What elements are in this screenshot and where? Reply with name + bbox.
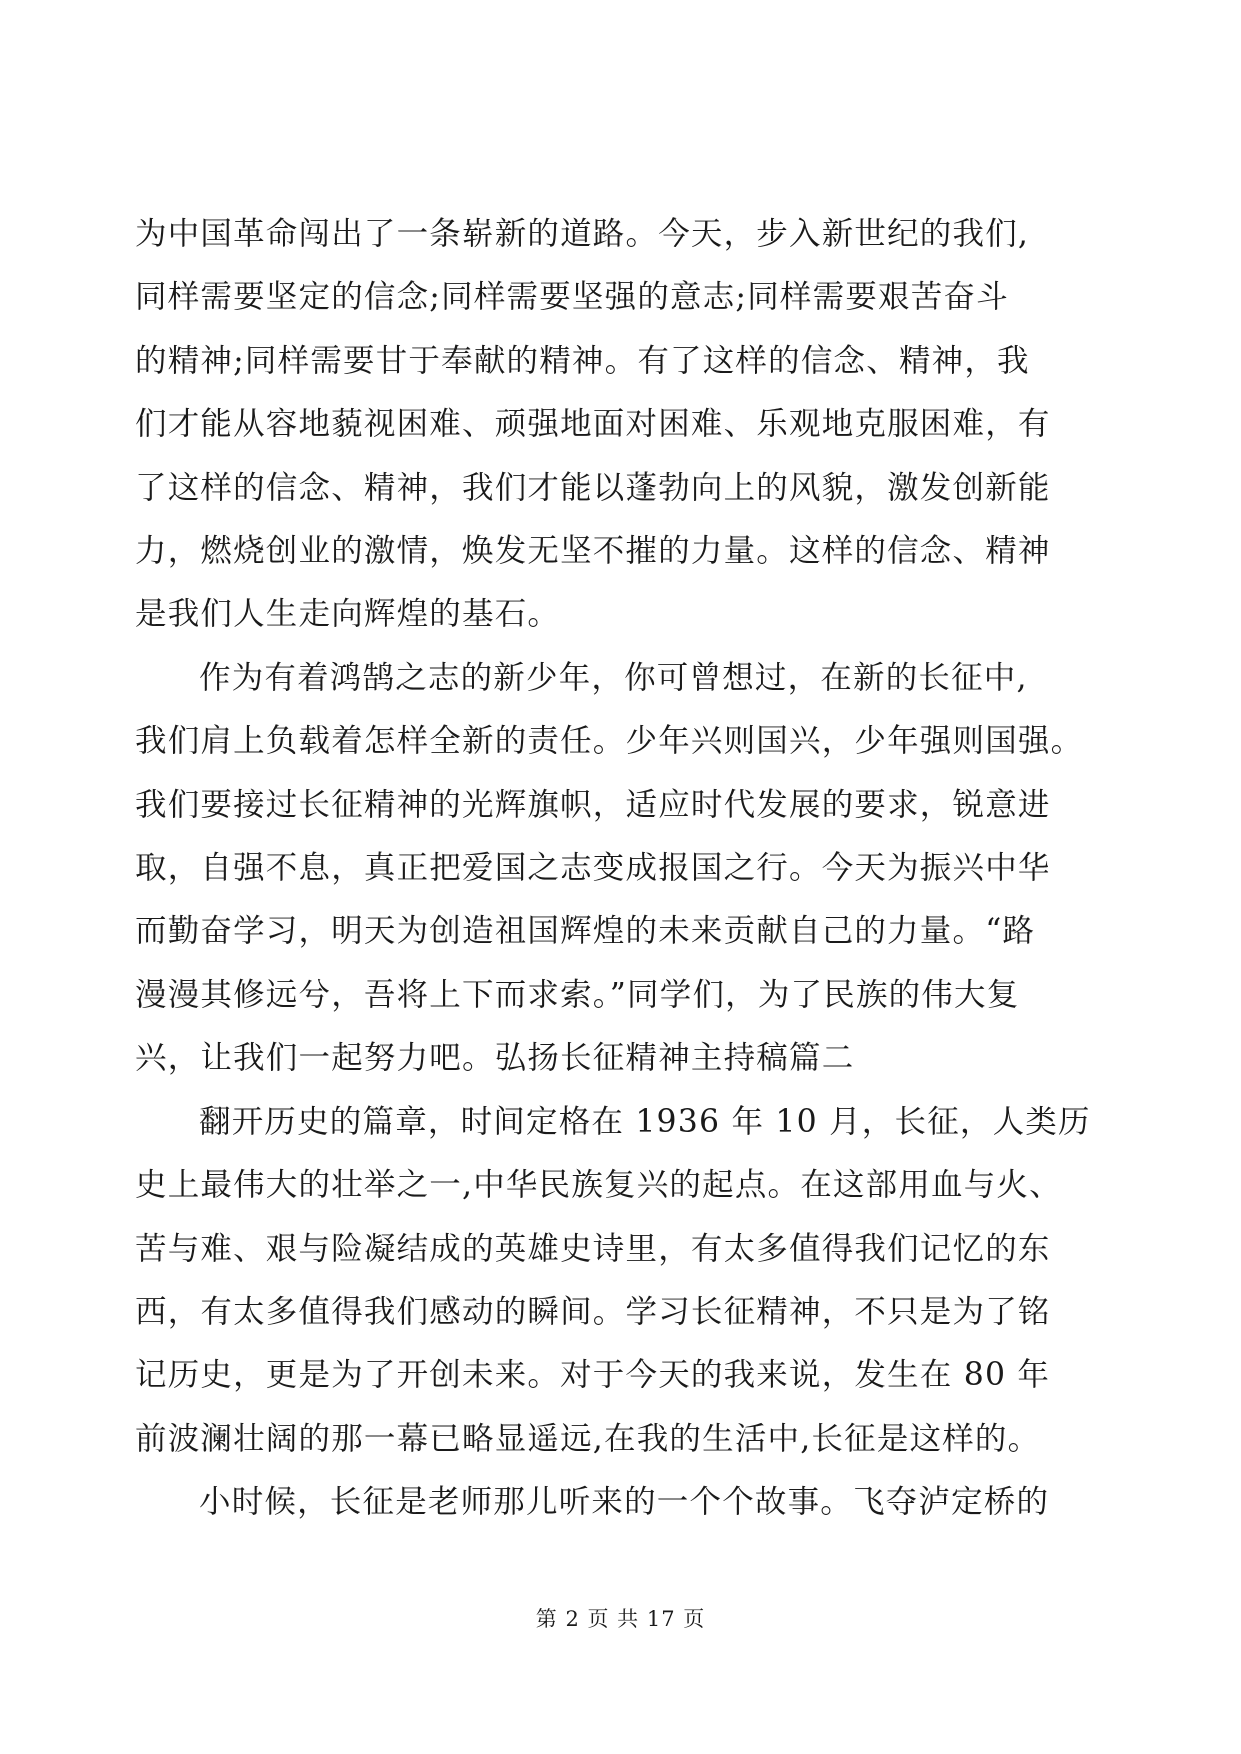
paragraph-1 [135, 203, 1085, 647]
text-line: 漫漫其修远兮，吾将上下而求索。”同学们，为了民族的伟大复 [135, 976, 1020, 1013]
text-line: 是我们人生走向辉煌的基石。 [135, 596, 561, 633]
paragraph-3 [135, 1091, 1091, 1471]
text-line: 而勤奋学习，明天为创造祖国辉煌的未来贡献自己的力量。“路 [135, 913, 1036, 950]
text-line: 力，燃烧创业的激情，焕发无坚不摧的力量。这样的信念、精神 [135, 533, 1051, 570]
text-line: 西，有太多值得我们感动的瞬间。学习长征精神，不只是为了铭 [135, 1293, 1051, 1330]
text-line: 记历史，更是为了开创未来。对于今天的我来说，发生在 80 年 [135, 1357, 1051, 1394]
text-line: 前波澜壮阔的那一幕已略显遥远,在我的生活中,长征是这样的。 [135, 1420, 1041, 1457]
text-line: 为中国革命闯出了一条崭新的道路。今天，步入新世纪的我们, [135, 216, 1030, 252]
page-number-footer: 第 2 页 共 17 页 [535, 1607, 706, 1631]
paragraph-4 [135, 1471, 1085, 1534]
text-line: 们才能从容地藐视困难、顽强地面对困难、乐观地克服困难，有 [135, 406, 1051, 443]
text-line: 同样需要坚定的信念;同样需要坚强的意志;同样需要艰苦奋斗 [135, 279, 1009, 316]
document-body [135, 203, 1091, 1535]
text-line: 我们要接过长征精神的光辉旗帜，适应时代发展的要求，锐意进 [135, 786, 1051, 823]
text-line: 史上最伟大的壮举之一,中华民族复兴的起点。在这部用血与火、 [135, 1167, 1062, 1204]
text-line: 我们肩上负载着怎样全新的责任。少年兴则国兴，少年强则国强。 [135, 723, 1084, 760]
text-line: 作为有着鸿鹄之志的新少年，你可曾想过，在新的长征中, [199, 659, 1028, 696]
text-line: 了这样的信念、精神，我们才能以蓬勃向上的风貌，激发创新能 [135, 469, 1051, 506]
text-line: 取，自强不息，真正把爱国之志变成报国之行。今天为振兴中华 [135, 850, 1051, 887]
text-line: 小时候，长征是老师那儿听来的一个个故事。飞夺泸定桥的 [199, 1484, 1050, 1521]
text-line: 兴，让我们一起努力吧。弘扬长征精神主持稿篇二 [135, 1040, 855, 1077]
text-line: 的精神;同样需要甘于奉献的精神。有了这样的信念、精神，我 [135, 342, 1030, 379]
paragraph-2 [135, 647, 1085, 1091]
text-line: 翻开历史的篇章，时间定格在 1936 年 10 月，长征，人类历 [199, 1103, 1091, 1140]
text-line: 苦与难、艰与险凝结成的英雄史诗里，有太多值得我们记忆的东 [135, 1230, 1051, 1267]
